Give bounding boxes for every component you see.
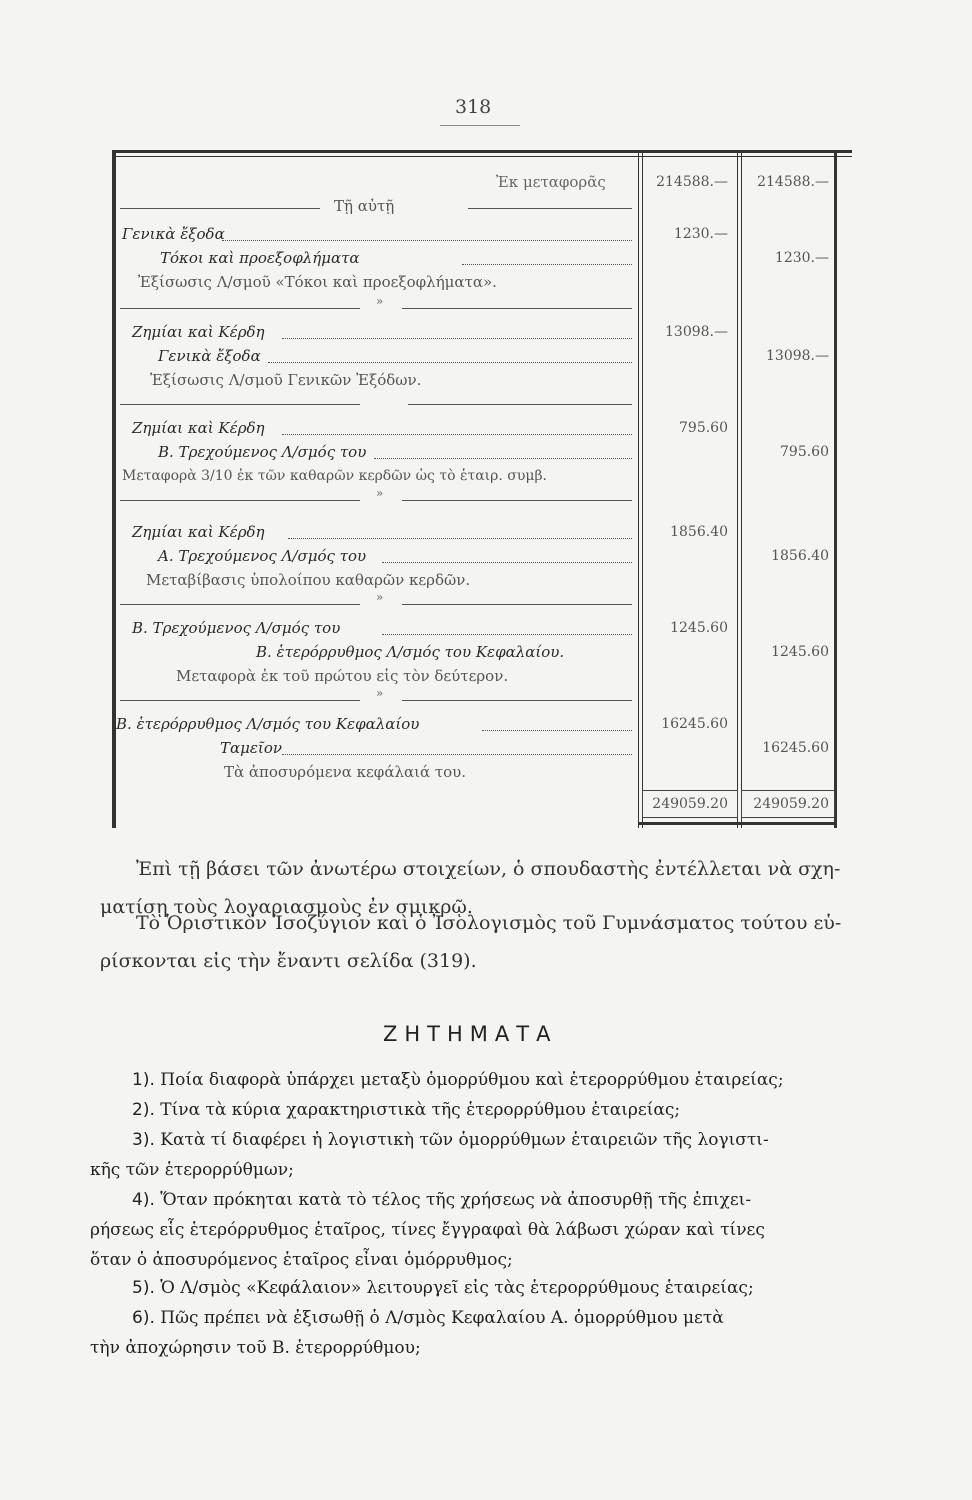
date-label: Τῇ αὐτῇ: [334, 197, 395, 215]
paragraph-1-line-2: ματίσῃ τοὺς λογαριασμοὺς ἐν σμικρῷ.: [100, 896, 473, 918]
entry-3-credit-account: Β. Τρεχούμενος Λ/σμός του: [158, 443, 367, 461]
entry-1-debit-account: Γενικὰ ἔξοδα: [122, 225, 225, 243]
sep-rule-right: [402, 500, 632, 501]
question-4-line-1: Ὅταν πρόκηται κατὰ τὸ τέλος τῆς χρήσεως νὰ ἀποσυρθῇ τῆς ἐπιχει-: [160, 1190, 752, 1210]
question-1-line-1: Ποία διαφορὰ ὑπάρχει μεταξὺ ὁμορρύθμου καὶ ἑτερορρύθμου ἑταιρείας;: [160, 1070, 784, 1090]
entry-4-debit: 1856.40: [670, 524, 728, 540]
entry-2-debit: 13098.—: [665, 324, 728, 340]
sep-rule-right: [402, 700, 632, 701]
question-6-line-2: τὴν ἀποχώρησιν τοῦ Β. ἑτερορρύθμου;: [90, 1338, 421, 1358]
entry-6-credit-account: Ταμεῖον: [220, 739, 282, 757]
entry-5-debit: 1245.60: [670, 620, 728, 636]
date-rule-right: [468, 208, 632, 209]
entry-4-narration: Μεταβίβασις ὑπολοίπου καθαρῶν κερδῶν.: [146, 571, 471, 589]
question-2-line-1: Τίνα τὰ κύρια χαρακτηριστικὰ τῆς ἑτερορρύθμου ἑταιρείας;: [160, 1100, 681, 1120]
entry-5-credit: 1245.60: [771, 644, 829, 660]
sep-rule-right: [408, 404, 632, 405]
sep-rule-right: [402, 308, 632, 309]
entry-5-credit-account: Β. ἑτερόρρυθμος Λ/σμός του Κεφαλαίου.: [256, 643, 565, 661]
separator-mark: »: [376, 590, 384, 604]
entry-3-debit: 795.60: [679, 420, 728, 436]
carry-debit: 214588.—: [656, 174, 728, 190]
entry-6-narration: Τὰ ἀποσυρόμενα κεφάλαιά του.: [224, 763, 467, 781]
entry-2-debit-account: Ζημίαι καὶ Κέρδη: [132, 323, 265, 341]
entry-4-credit: 1856.40: [771, 548, 829, 564]
entry-6-debit: 16245.60: [661, 716, 728, 732]
carry-row: [112, 170, 852, 194]
sep-rule-left: [120, 700, 360, 701]
question-1-number: 1).: [132, 1070, 155, 1090]
entry-2-credit: 13098.—: [766, 348, 829, 364]
entry-6-credit: 16245.60: [762, 740, 829, 756]
question-5-line-1: Ὁ Λ/σμὸς «Κεφάλαιον» λειτουργεῖ εἰς τὰς ἑτερορρύθμους ἑταιρείας;: [160, 1278, 754, 1298]
entry-5-narration: Μεταφορὰ ἐκ τοῦ πρώτου εἰς τὸν δεύτερον.: [176, 667, 509, 685]
total-debit: 249059.20: [652, 796, 728, 812]
sep-rule-left: [120, 500, 360, 501]
question-3-line-1: Κατὰ τί διαφέρει ἡ λογιστικὴ τῶν ὁμορρύθμων ἑταιρειῶν τῆς λογιστι-: [160, 1130, 769, 1150]
journal-table: [112, 150, 852, 830]
entry-4-credit-account: Α. Τρεχούμενος Λ/σμός του: [158, 547, 367, 565]
section-heading: ΖΗΤΗΜΑΤΑ: [383, 1022, 558, 1046]
paragraph-1-line-1: Ἐπὶ τῇ βάσει τῶν ἀνωτέρω στοιχείων, ὁ σπουδαστὴς ἐντέλλεται νὰ σχη-: [136, 858, 841, 880]
paragraph-2-line-2: ρίσκονται εἰς τὴν ἔναντι σελίδα (319).: [100, 950, 477, 972]
entry-3-narration: Μεταφορὰ 3/10 ἐκ τῶν καθαρῶν κερδῶν ὡς τὸ ἑταιρ. συμβ.: [122, 468, 547, 484]
sep-rule-left: [120, 404, 360, 405]
total-credit: 249059.20: [753, 796, 829, 812]
question-5-number: 5).: [132, 1278, 155, 1298]
separator-mark: »: [376, 294, 384, 308]
entry-6-debit-account: Β. ἑτερόρρυθμος Λ/σμός του Κεφαλαίου: [116, 715, 420, 733]
sep-rule-left: [120, 604, 360, 605]
carry-label: Ἐκ μεταφορᾶς: [496, 173, 606, 191]
entry-3-debit-account: Ζημίαι καὶ Κέρδη: [132, 419, 265, 437]
page-number-rule: [440, 125, 520, 126]
entry-1-debit: 1230.—: [673, 226, 728, 242]
entry-2-credit-account: Γενικὰ ἔξοδα: [158, 347, 261, 365]
entry-1-credit-account: Τόκοι καὶ προεξοφλήματα: [160, 249, 360, 267]
entry-2-narration: Ἐξίσωσις Λ/σμοῦ Γενικῶν Ἐξόδων.: [150, 371, 422, 389]
question-3-line-2: κῆς τῶν ἑτερορρύθμων;: [90, 1160, 294, 1180]
page-number: 318: [455, 96, 492, 118]
entry-1-credit: 1230.—: [774, 250, 829, 266]
question-4-line-3: ὅταν ὁ ἀποσυρόμενος ἑταῖρος εἶναι ὁμόρρυθμος;: [90, 1250, 513, 1270]
sep-rule-right: [402, 604, 632, 605]
entry-3-credit: 795.60: [780, 444, 829, 460]
question-3-number: 3).: [132, 1130, 155, 1150]
sep-rule-left: [120, 308, 360, 309]
question-2-number: 2).: [132, 1100, 155, 1120]
date-rule-left: [120, 208, 320, 209]
question-4-line-2: ρήσεως εἷς ἑτερόρρυθμος ἑταῖρος, τίνες ἔγγραφαὶ θὰ λάβωσι χώραν καὶ τίνες: [90, 1220, 765, 1240]
question-6-number: 6).: [132, 1308, 155, 1328]
entry-1-narration: Ἐξίσωσις Λ/σμοῦ «Τόκοι καὶ προεξοφλήματα».: [138, 273, 497, 291]
entry-5-debit-account: Β. Τρεχούμενος Λ/σμός του: [132, 619, 341, 637]
question-6-line-1: Πῶς πρέπει νὰ ἐξισωθῇ ὁ Λ/σμὸς Κεφαλαίου Α. ὁμορρύθμου μετὰ: [160, 1308, 724, 1328]
paragraph-2-line-1: Τὸ Ὁριστικὸν Ἰσοζύγιον καὶ ὁ Ἰσολογισμὸς τοῦ Γυμνάσματος τούτου εὑ-: [136, 912, 842, 934]
separator-mark: »: [376, 486, 384, 500]
separator-mark: »: [376, 686, 384, 700]
totals-double-rule: [638, 822, 837, 825]
entry-4-debit-account: Ζημίαι καὶ Κέρδη: [132, 523, 265, 541]
carry-credit: 214588.—: [757, 174, 829, 190]
question-4-number: 4).: [132, 1190, 155, 1210]
